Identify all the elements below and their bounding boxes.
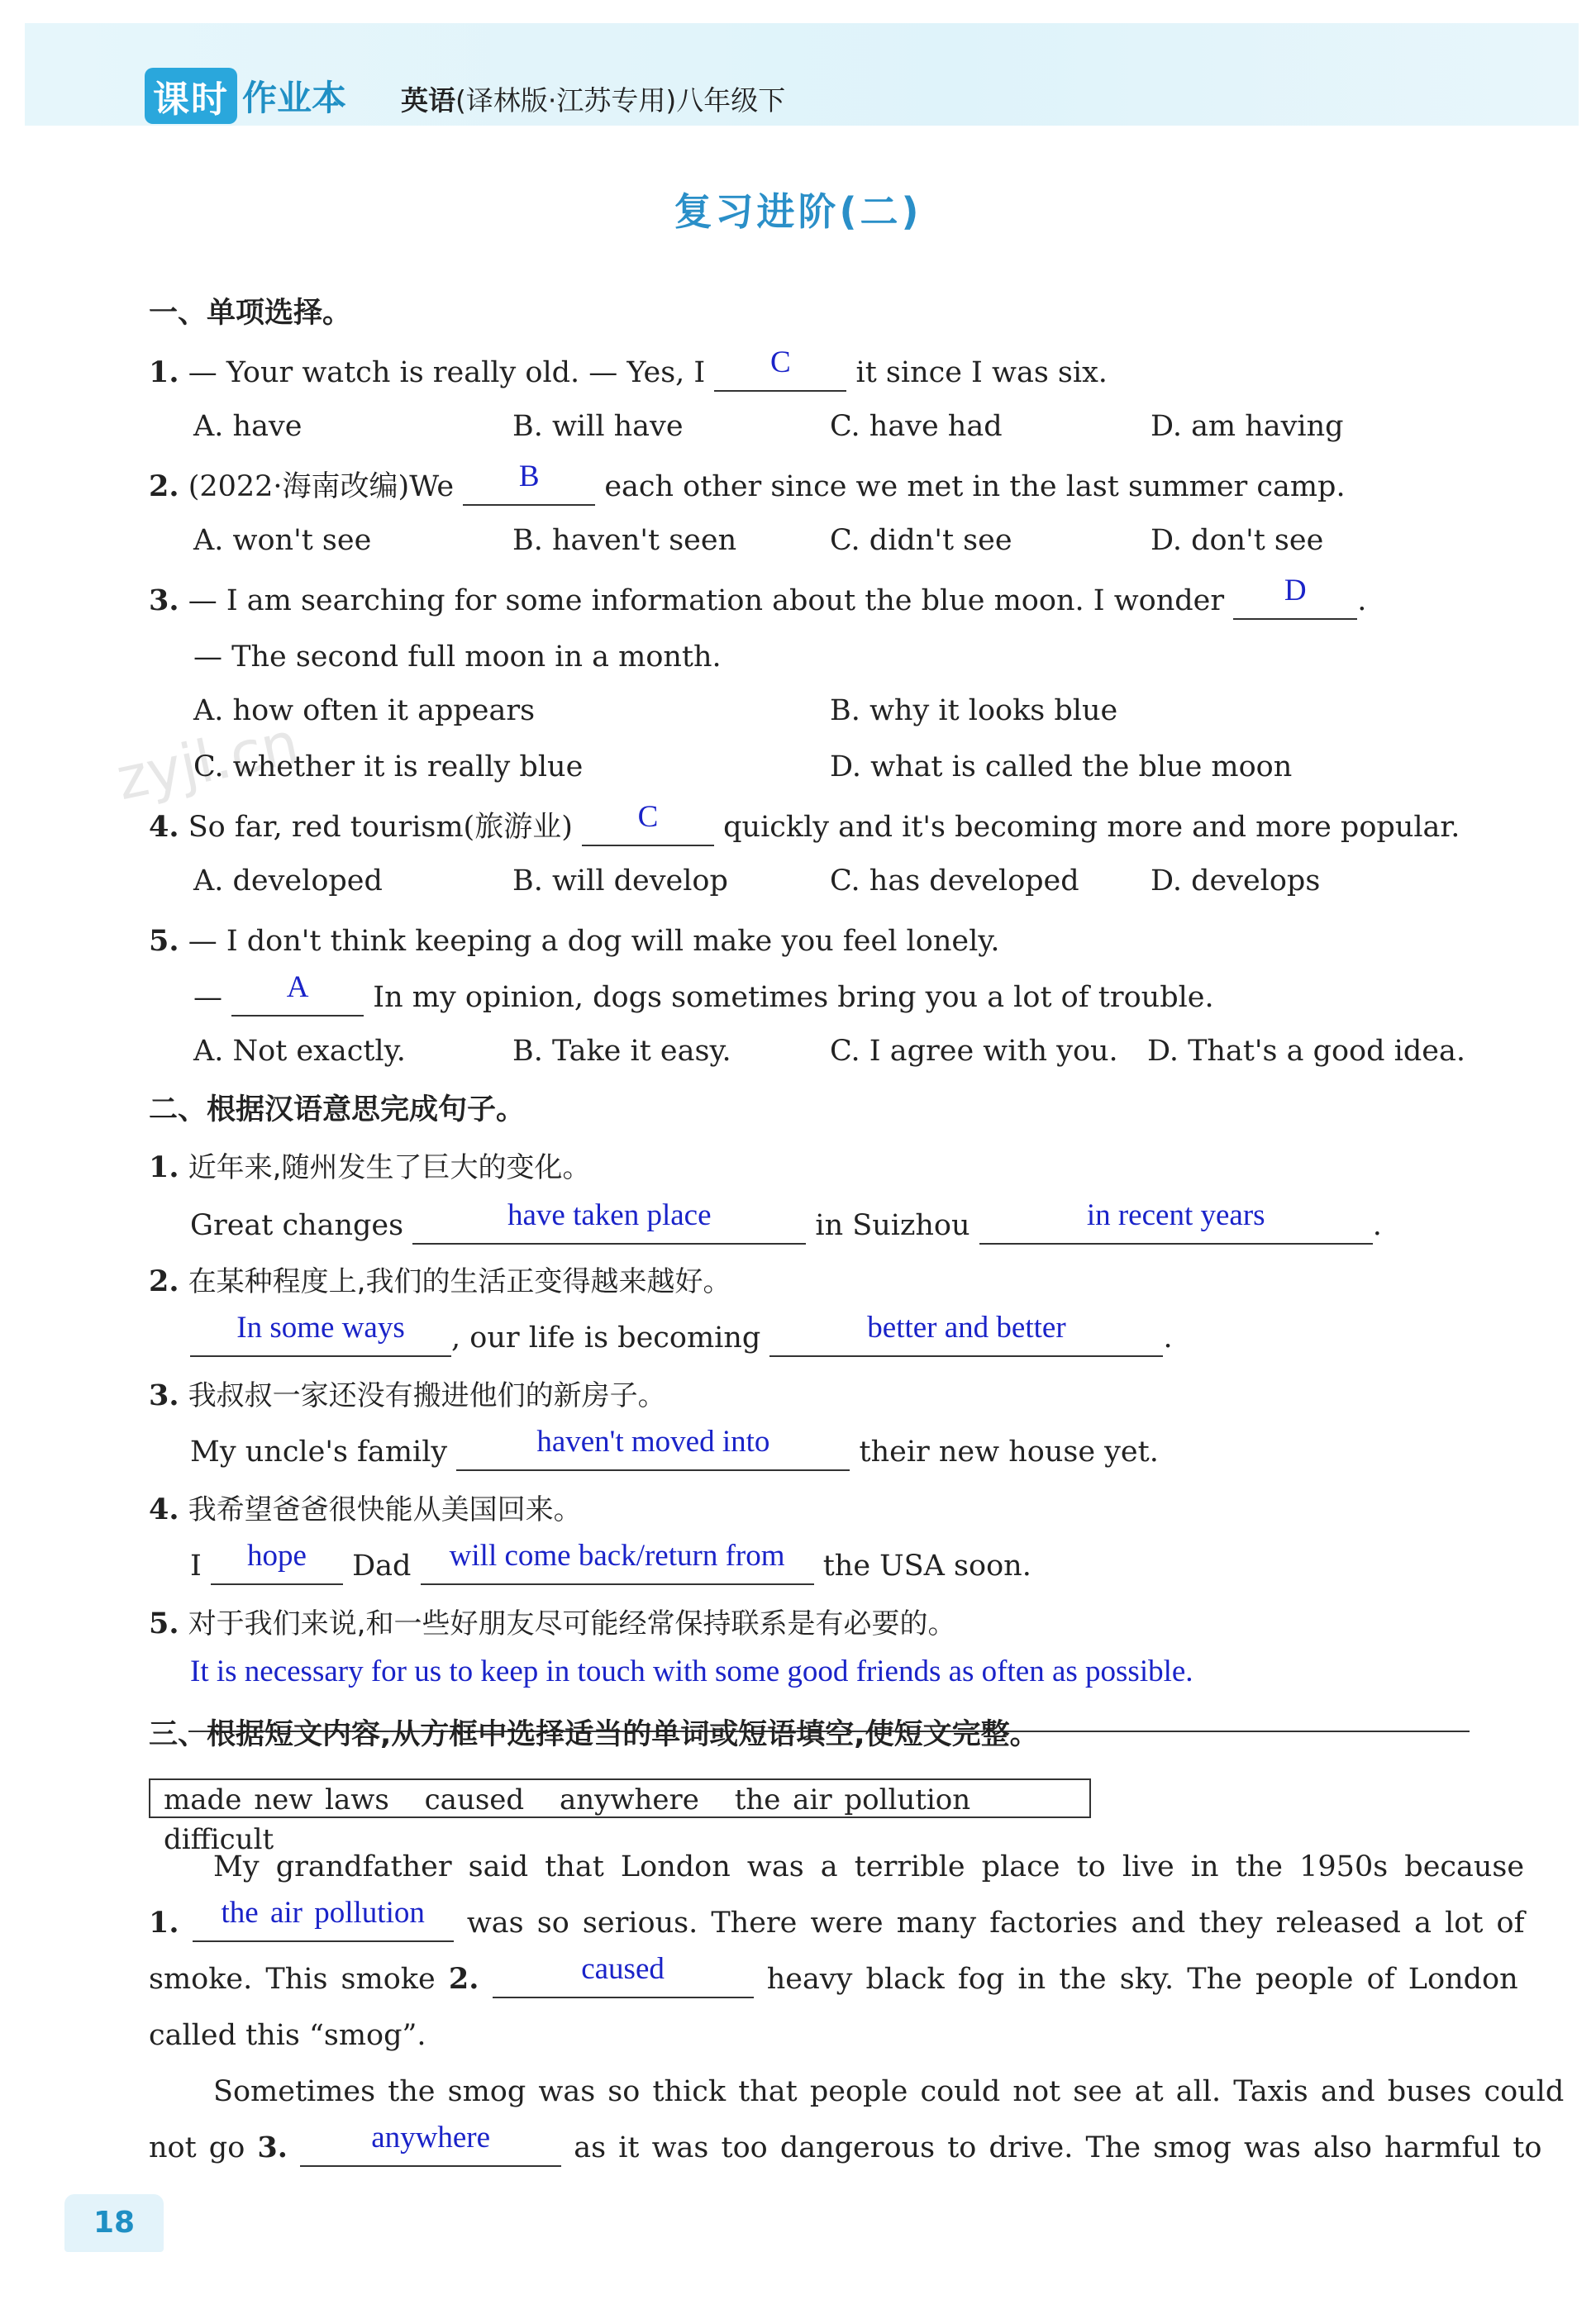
option-a: A. how often it appears bbox=[193, 694, 536, 727]
answer-blank[interactable]: caused bbox=[493, 1962, 754, 1998]
s2-q3: My uncle's family haven't moved into their new house yet. bbox=[190, 1433, 1159, 1471]
passage-p2-line2: not go 3. anywhere as it was too dangerous to drive. The smog was also harmful to bbox=[149, 2129, 1541, 2167]
word-option: caused bbox=[424, 1783, 525, 1816]
section2-title: 二、根据汉语意思完成句子。 bbox=[149, 1093, 526, 1126]
s2-q4: I hope Dad will come back/return from the USA soon. bbox=[190, 1547, 1031, 1585]
answer-blank[interactable]: have taken place bbox=[412, 1208, 806, 1245]
s2-q5-answer: It is necessary for us to keep in touch with some good friends as often as possible. bbox=[190, 1655, 1193, 1688]
option-c: C. didn't see bbox=[830, 524, 1012, 557]
passage-p1-line4: called this “smog”. bbox=[149, 2019, 426, 2052]
option-b: B. will develop bbox=[512, 864, 728, 898]
answer-blank[interactable]: B bbox=[463, 469, 595, 506]
option-a: A. have bbox=[193, 410, 303, 443]
s1-q4: 4. So far, red tourism(旅游业) C quickly and it's becoming more and more popular. bbox=[149, 808, 1460, 846]
option-c: C. whether it is really blue bbox=[193, 750, 584, 783]
section1-title: 一、单项选择。 bbox=[149, 297, 352, 330]
passage-p1-line3: smoke. This smoke 2. caused heavy black fog in the sky. The people of London bbox=[149, 1960, 1518, 1998]
answer-blank[interactable]: anywhere bbox=[300, 2131, 561, 2167]
passage-p1-line1: My grandfather said that London was a terrible place to live in the 1950s because bbox=[213, 1850, 1525, 1883]
s2-q3-cn: 3. 我叔叔一家还没有搬进他们的新房子。 bbox=[149, 1378, 666, 1412]
answer-blank[interactable]: C bbox=[714, 355, 846, 392]
s2-q4-cn: 4. 我希望爸爸很快能从美国回来。 bbox=[149, 1493, 582, 1526]
s1-q1: 1. — Your watch is really old. — Yes, I C it since I was six. bbox=[149, 354, 1108, 392]
option-b: B. Take it easy. bbox=[512, 1035, 731, 1068]
word-option: anywhere bbox=[560, 1783, 699, 1816]
answer-blank[interactable]: in recent years bbox=[979, 1208, 1373, 1245]
option-b: B. will have bbox=[512, 410, 684, 443]
option-d: D. That's a good idea. bbox=[1147, 1035, 1465, 1068]
book-logo bbox=[145, 68, 346, 124]
word-option: made new laws bbox=[164, 1783, 389, 1816]
answer-blank[interactable]: the air pollution bbox=[193, 1906, 454, 1942]
s1-q5: 5. — I don't think keeping a dog will make you feel lonely. bbox=[149, 924, 1000, 958]
s2-q1-cn: 1. 近年来,随州发生了巨大的变化。 bbox=[149, 1150, 591, 1184]
passage-p2-line1: Sometimes the smog was so thick that people could not see at all. Taxis and buses could bbox=[213, 2075, 1565, 2108]
answer-blank[interactable]: will come back/return from bbox=[421, 1549, 814, 1585]
page-title: 复习进阶(二) bbox=[674, 189, 922, 234]
logo-sub: 作业本 bbox=[242, 78, 347, 118]
passage-p1-line2: 1. the air pollution was so serious. There were many factories and they released a lot of bbox=[149, 1904, 1525, 1942]
option-c: C. has developed bbox=[830, 864, 1079, 898]
s2-q2: In some ways , our life is becoming better and better . bbox=[190, 1319, 1173, 1357]
option-a: A. won't see bbox=[193, 524, 372, 557]
option-d: D. don't see bbox=[1151, 524, 1324, 557]
word-box bbox=[149, 1778, 1091, 1856]
s1-q2: 2. (2022·海南改编)We B each other since we met in the last summer camp. bbox=[149, 468, 1346, 506]
s2-q1: Great changes have taken place in Suizhou in recent years . bbox=[190, 1207, 1382, 1245]
s2-q2-cn: 2. 在某种程度上,我们的生活正变得越来越好。 bbox=[149, 1264, 731, 1298]
watermark: zyjl.cn bbox=[110, 708, 305, 814]
option-b: B. why it looks blue bbox=[830, 694, 1118, 727]
page-number: 18 bbox=[64, 2194, 164, 2252]
answer-blank[interactable]: In some ways bbox=[190, 1321, 451, 1357]
word-option: the air pollution bbox=[734, 1783, 971, 1816]
option-d: D. am having bbox=[1151, 410, 1344, 443]
word-option: difficult bbox=[164, 1823, 274, 1856]
book-title: 英语(译林版·江苏专用)八年级下 bbox=[401, 84, 786, 117]
section3-title: 三、根据短文内容,从方框中选择适当的单词或短语填空,使短文完整。 bbox=[149, 1718, 1039, 1751]
s1-q3-reply: — The second full moon in a month. bbox=[193, 640, 722, 674]
option-d: D. what is called the blue moon bbox=[830, 750, 1293, 783]
option-c: C. I agree with you. bbox=[830, 1035, 1118, 1068]
answer-blank[interactable]: A bbox=[231, 980, 364, 1017]
option-a: A. Not exactly. bbox=[193, 1035, 406, 1068]
logo-main: 课时 bbox=[145, 68, 237, 124]
answer-blank[interactable]: C bbox=[582, 810, 714, 846]
option-c: C. have had bbox=[830, 410, 1003, 443]
option-a: A. developed bbox=[193, 864, 383, 898]
option-b: B. haven't seen bbox=[512, 524, 737, 557]
s1-q5-reply: — A In my opinion, dogs sometimes bring you a lot of trouble. bbox=[193, 978, 1214, 1017]
answer-blank[interactable]: better and better bbox=[769, 1321, 1163, 1357]
s2-q5-cn: 5. 对于我们来说,和一些好朋友尽可能经常保持联系是有必要的。 bbox=[149, 1607, 956, 1640]
option-d: D. develops bbox=[1151, 864, 1321, 898]
s1-q3: 3. — I am searching for some information about the blue moon. I wonder D . bbox=[149, 582, 1366, 620]
answer-blank[interactable]: haven't moved into bbox=[456, 1435, 850, 1471]
answer-blank[interactable]: D bbox=[1233, 583, 1357, 620]
answer-blank[interactable]: hope bbox=[211, 1549, 343, 1585]
